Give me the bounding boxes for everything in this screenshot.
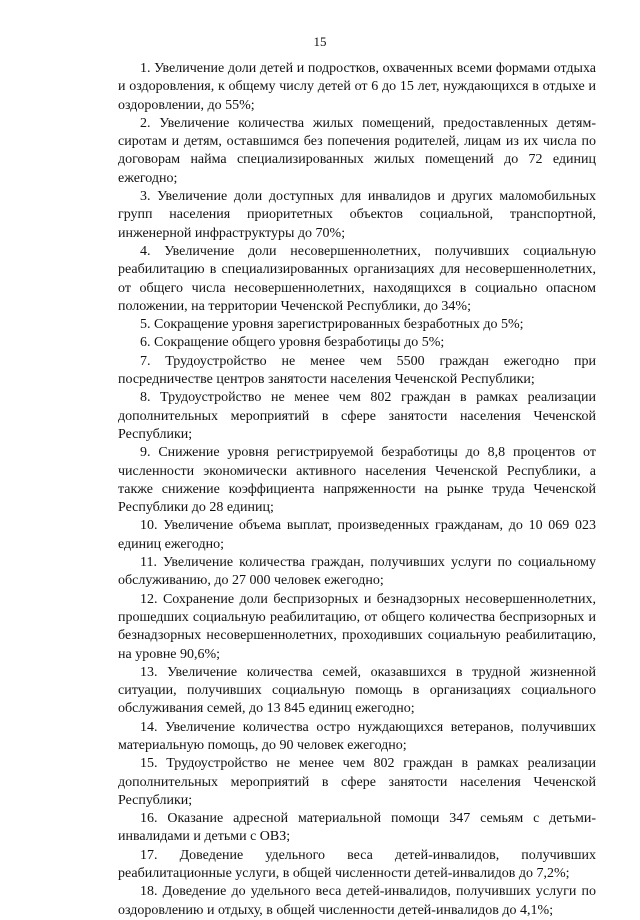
item-list [118,60,596,920]
list-item: 7. Трудоустройство не менее чем 5500 граждан ежегодно при посредничестве центров занятости населения Чеченской Республики; [118,353,596,388]
list-item: 12. Сохранение доли беспризорных и безнадзорных несовершеннолетних, прошедших социальную реабилитацию, от общего количества беспризорных и безнадзорных несовершеннолетних, проходивших социальную реабилитацию, на уровне 90,6%; [118,591,596,662]
list-item: 14. Увеличение количества остро нуждающихся ветеранов, получивших материальную помощь, до 90 человек ежегодно; [118,719,596,753]
list-item: 11. Увеличение количества граждан, получивших услуги по социальному обслуживанию, до 27 000 человек ежегодно; [118,555,596,589]
list-item: 5. Сокращение уровня зарегистрированных безработных до 5%; [140,317,524,333]
list-item: 10. Увеличение объема выплат, произведенных гражданам, до 10 069 023 единиц ежегодно; [118,518,596,552]
list-item: 13. Увеличение количества семей, оказавшихся в трудной жизненной ситуации, получивших социальную помощь в организациях социального обслуживания семей, до 13 845 единиц ежегодно; [118,664,596,717]
list-item: 3. Увеличение доли доступных для инвалидов и других маломобильных групп населения приоритетных объектов социальной, транспортной, инженерной инфраструктуры до 70%; [118,189,596,241]
list-item: 16. Оказание адресной материальной помощи 347 семьям с детьми-инвалидами и детьми с ОВЗ; [118,811,596,845]
list-item: 15. Трудоустройство не менее чем 802 граждан в рамках реализации дополнительных мероприятий в сфере занятости населения Чеченской Республики; [118,756,596,808]
page-number: 15 [313,34,327,49]
list-item: 4. Увеличение доли несовершеннолетних, получивших социальную реабилитацию в специализированных организациях для несовершеннолетних, от общего числа несовершеннолетних, находящихся в социально опасном положении, на территории Чеченской Республики, до 34%; [118,243,596,314]
list-item: 18. Доведение до удельного веса детей-инвалидов, получивших услуги по оздоровлению и отдыху, в общей численности детей-инвалидов до 4,1%; [118,884,596,918]
list-item: 6. Сокращение общего уровня безработицы до 5%; [140,335,445,351]
list-item: 2. Увеличение количества жилых помещений, предоставленных детям-сиротам и детям, оставшимся без попечения родителей, лицам из их числа по договорам найма специализированных жилых помещений до 72 единиц ежегодно; [118,115,596,186]
list-item: 1. Увеличение доли детей и подростков, охваченных всеми формами отдыха и оздоровления, к общему числу детей от 6 до 15 лет, нуждающихся в отдыхе и оздоровлении, до 55%; [118,61,596,113]
list-item: 9. Снижение уровня регистрируемой безработицы до 8,8 процентов от численности экономически активного населения Чеченской Республики, а также снижение коэффициента напряженности на рынке труда Чеченской Республики до 28 единиц; [118,445,596,516]
list-item: 17. Доведение удельного веса детей-инвалидов, получивших реабилитационные услуги, в общей численности детей-инвалидов до 7,2%; [118,847,596,882]
list-item: 8. Трудоустройство не менее чем 802 граждан в рамках реализации дополнительных мероприятий в сфере занятости населения Чеченской Республики; [118,390,596,442]
